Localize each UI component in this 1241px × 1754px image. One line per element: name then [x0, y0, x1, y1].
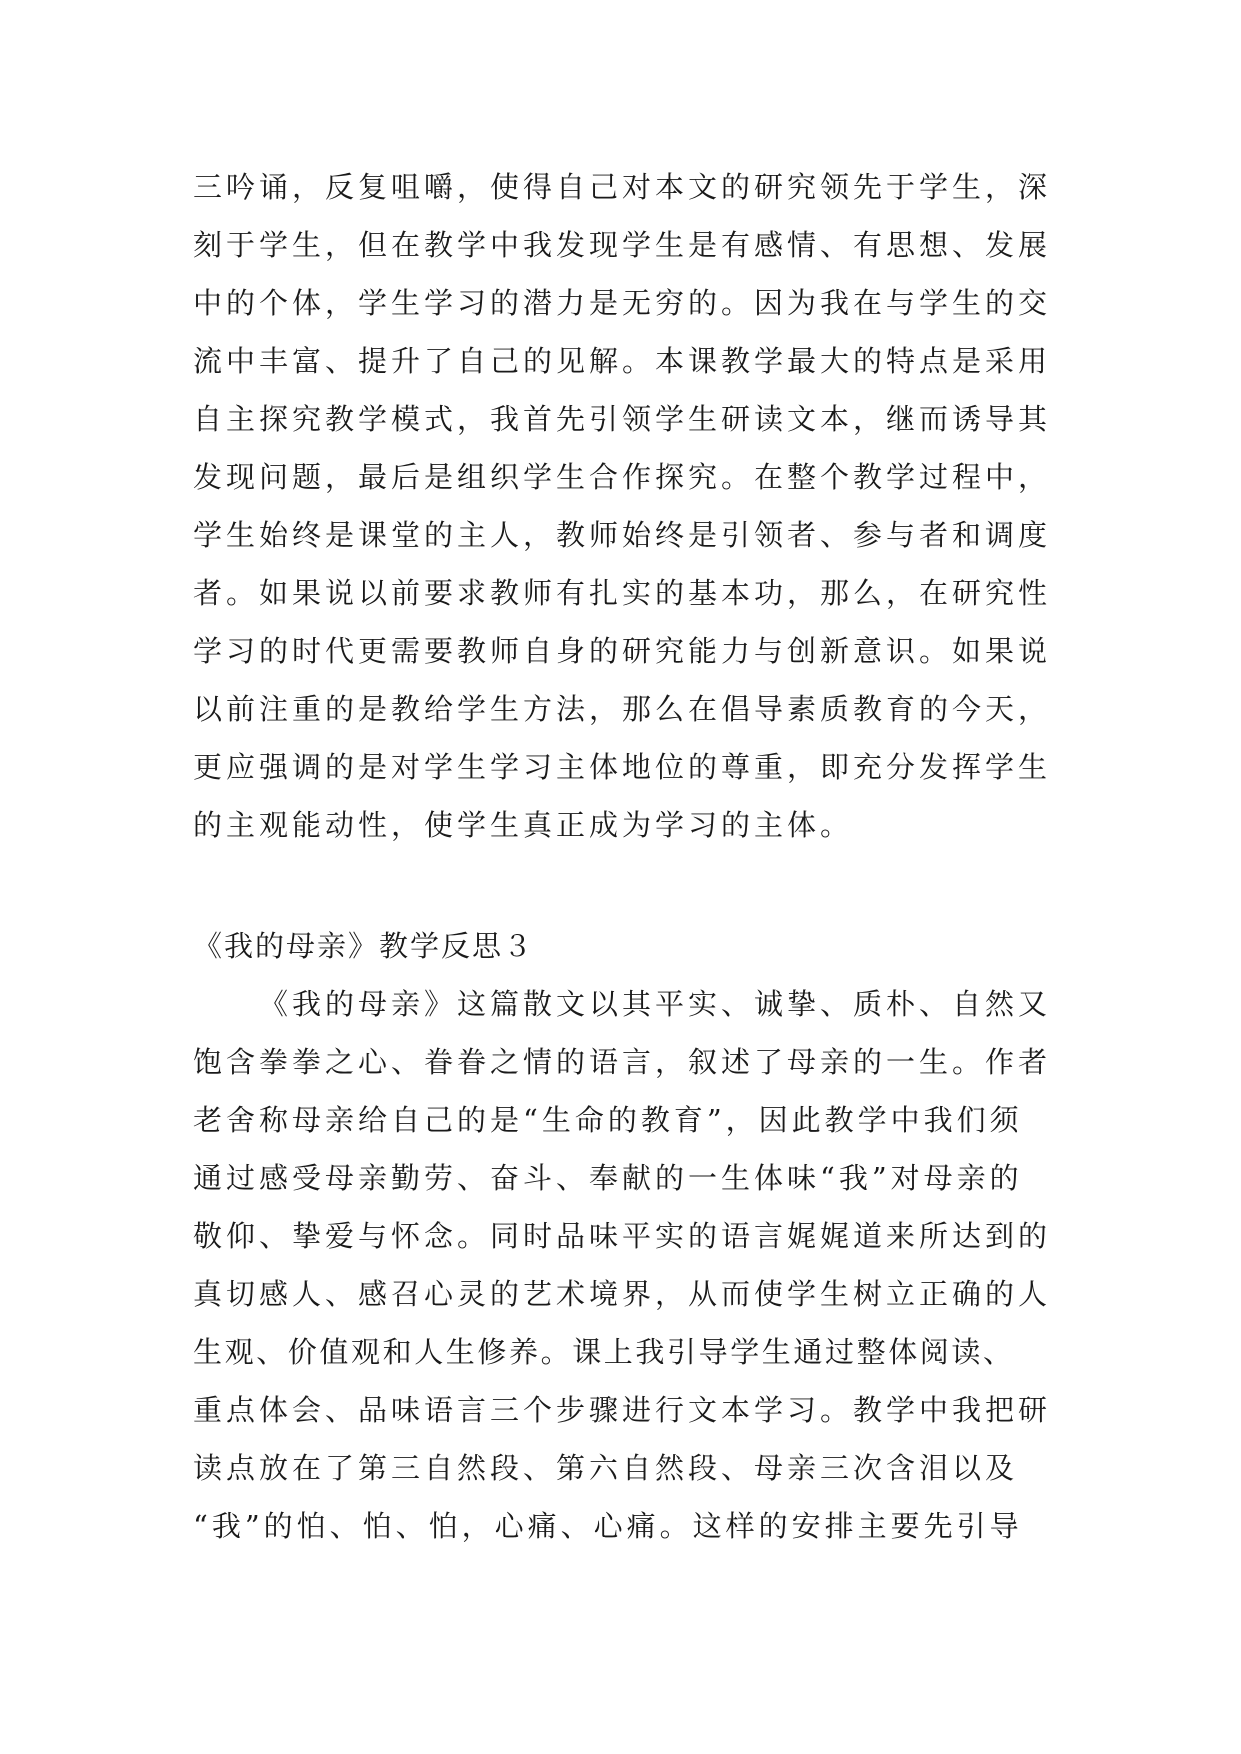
text-line: 敬仰、挚爱与怀念。同时品味平实的语言娓娓道来所达到的 [193, 1219, 1052, 1253]
text-line: 真切感人、感召心灵的艺术境界，从而使学生树立正确的人 [193, 1277, 1052, 1311]
text-line: 学生始终是课堂的主人，教师始终是引领者、参与者和调度 [193, 518, 1052, 552]
text-line: 发现问题，最后是组织学生合作探究。在整个教学过程中， [193, 460, 1052, 494]
text-line: 中的个体，学生学习的潜力是无穷的。因为我在与学生的交 [193, 286, 1052, 320]
text-line: 三吟诵，反复咀嚼，使得自己对本文的研究领先于学生，深 [193, 170, 1052, 204]
text-line: 生观、价值观和人生修养。课上我引导学生通过整体阅读、 [193, 1335, 1015, 1369]
text-line: “我”的怕、怕、怕，心痛、心痛。这样的安排主要先引导 [193, 1509, 1023, 1543]
text-line: 读点放在了第三自然段、第六自然段、母亲三次含泪以及 [193, 1451, 1019, 1485]
text-line: 更应强调的是对学生学习主体地位的尊重，即充分发挥学生 [193, 750, 1052, 784]
section-heading: 《我的母亲》教学反思３ [193, 929, 535, 963]
text-line: 学习的时代更需要教师自身的研究能力与创新意识。如果说 [193, 634, 1052, 668]
text-line: 《我的母亲》这篇散文以其平实、诚挚、质朴、自然又 [259, 987, 1052, 1021]
text-line: 自主探究教学模式，我首先引领学生研读文本，继而诱导其 [193, 402, 1052, 436]
text-line: 重点体会、品味语言三个步骤进行文本学习。教学中我把研 [193, 1393, 1052, 1427]
section-paragraph [193, 975, 1073, 1555]
text-line: 饱含拳拳之心、眷眷之情的语言，叙述了母亲的一生。作者 [193, 1045, 1052, 1079]
text-line: 通过感受母亲勤劳、奋斗、奉献的一生体味“我”对母亲的 [193, 1161, 1023, 1195]
text-line: 刻于学生，但在教学中我发现学生是有感情、有思想、发展 [193, 228, 1052, 262]
continuation-paragraph [193, 158, 1073, 854]
text-line: 的主观能动性，使学生真正成为学习的主体。 [193, 808, 854, 842]
text-line: 流中丰富、提升了自己的见解。本课教学最大的特点是采用 [193, 344, 1052, 378]
text-line: 老舍称母亲给自己的是“生命的教育”，因此教学中我们须 [193, 1103, 1023, 1137]
text-line: 者。如果说以前要求教师有扎实的基本功，那么，在研究性 [193, 576, 1052, 610]
text-line: 以前注重的是教给学生方法，那么在倡导素质教育的今天， [193, 692, 1052, 726]
